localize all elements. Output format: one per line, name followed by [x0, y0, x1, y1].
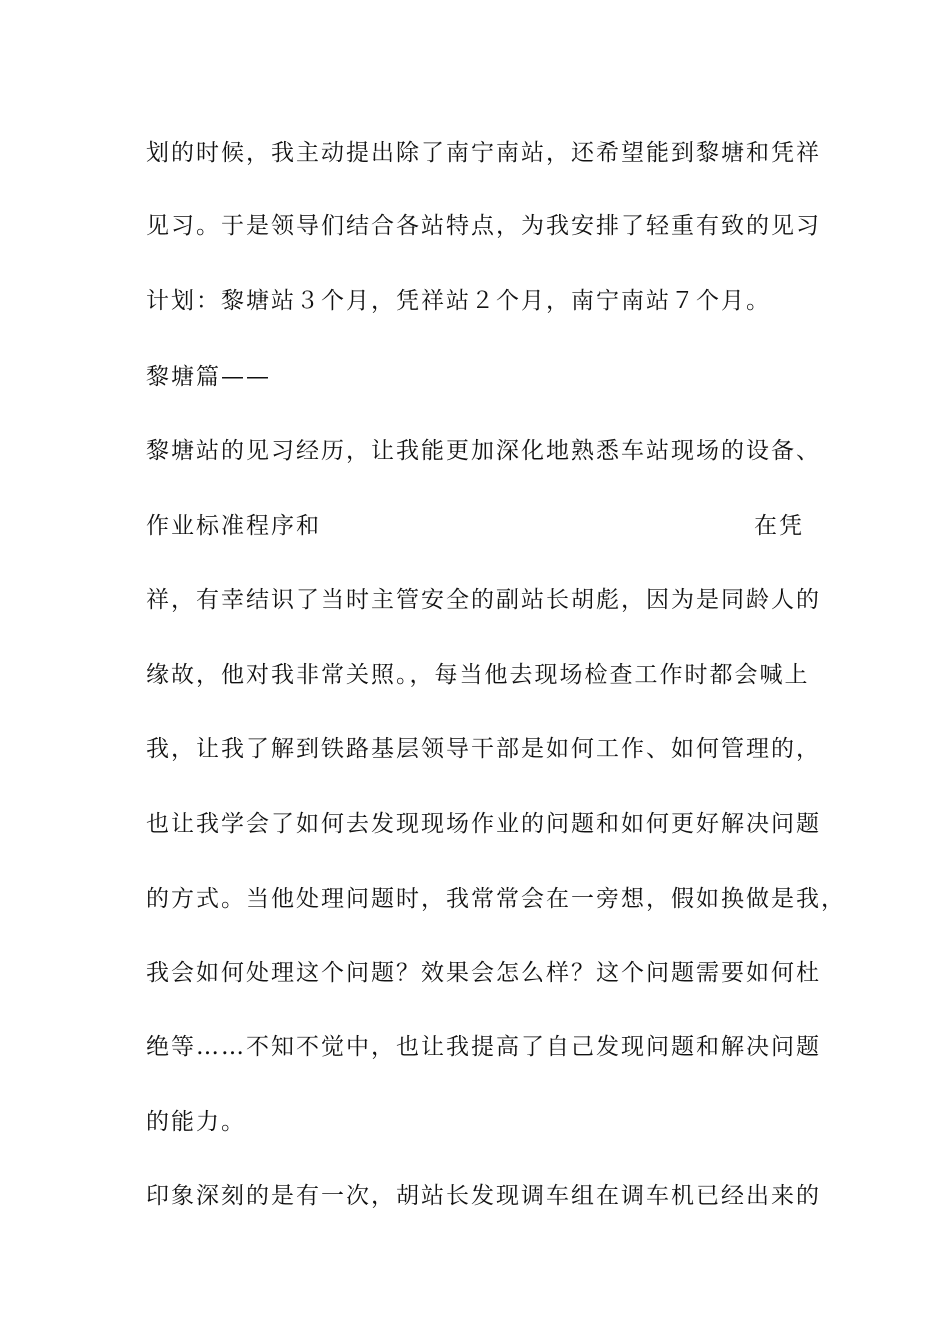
- paragraph-line: 绝等……不知不觉中，也让我提高了自己发现问题和解决问题: [146, 1034, 821, 1060]
- paragraph-line: 作业标准程序和: [146, 513, 321, 539]
- paragraph-line: 我，让我了解到铁路基层领导干部是如何工作、如何管理的，: [146, 736, 821, 762]
- paragraph-line: 的能力。: [146, 1109, 246, 1135]
- paragraph-line: 黎塘站的见习经历，让我能更加深化地熟悉车站现场的设备、: [146, 438, 821, 464]
- paragraph-line: 缘故，他对我非常关照。，每当他去现场检查工作时都会喊上: [146, 662, 810, 688]
- paragraph-line: 划的时候，我主动提出除了南宁南站，还希望能到黎塘和凭祥: [146, 140, 821, 166]
- paragraph-line: 见习。于是领导们结合各站特点，为我安排了轻重有致的见习: [146, 213, 821, 239]
- section-heading: 黎塘篇——: [146, 364, 271, 390]
- paragraph-line: 的方式。当他处理问题时，我常常会在一旁想，假如换做是我，: [146, 886, 846, 912]
- paragraph-line: 印象深刻的是有一次，胡站长发现调车组在调车机已经出来的: [146, 1183, 821, 1209]
- paragraph-line: 祥，有幸结识了当时主管安全的副站长胡彪，因为是同龄人的: [146, 587, 821, 613]
- paragraph-line: 计划：黎塘站３个月，凭祥站２个月，南宁南站７个月。: [146, 288, 771, 314]
- paragraph-line: 我会如何处理这个问题？效果会怎么样？这个问题需要如何杜: [146, 960, 821, 986]
- paragraph-line: 也让我学会了如何去发现现场作业的问题和如何更好解决问题: [146, 811, 821, 837]
- paragraph-line-right-fragment: 在凭: [754, 513, 804, 539]
